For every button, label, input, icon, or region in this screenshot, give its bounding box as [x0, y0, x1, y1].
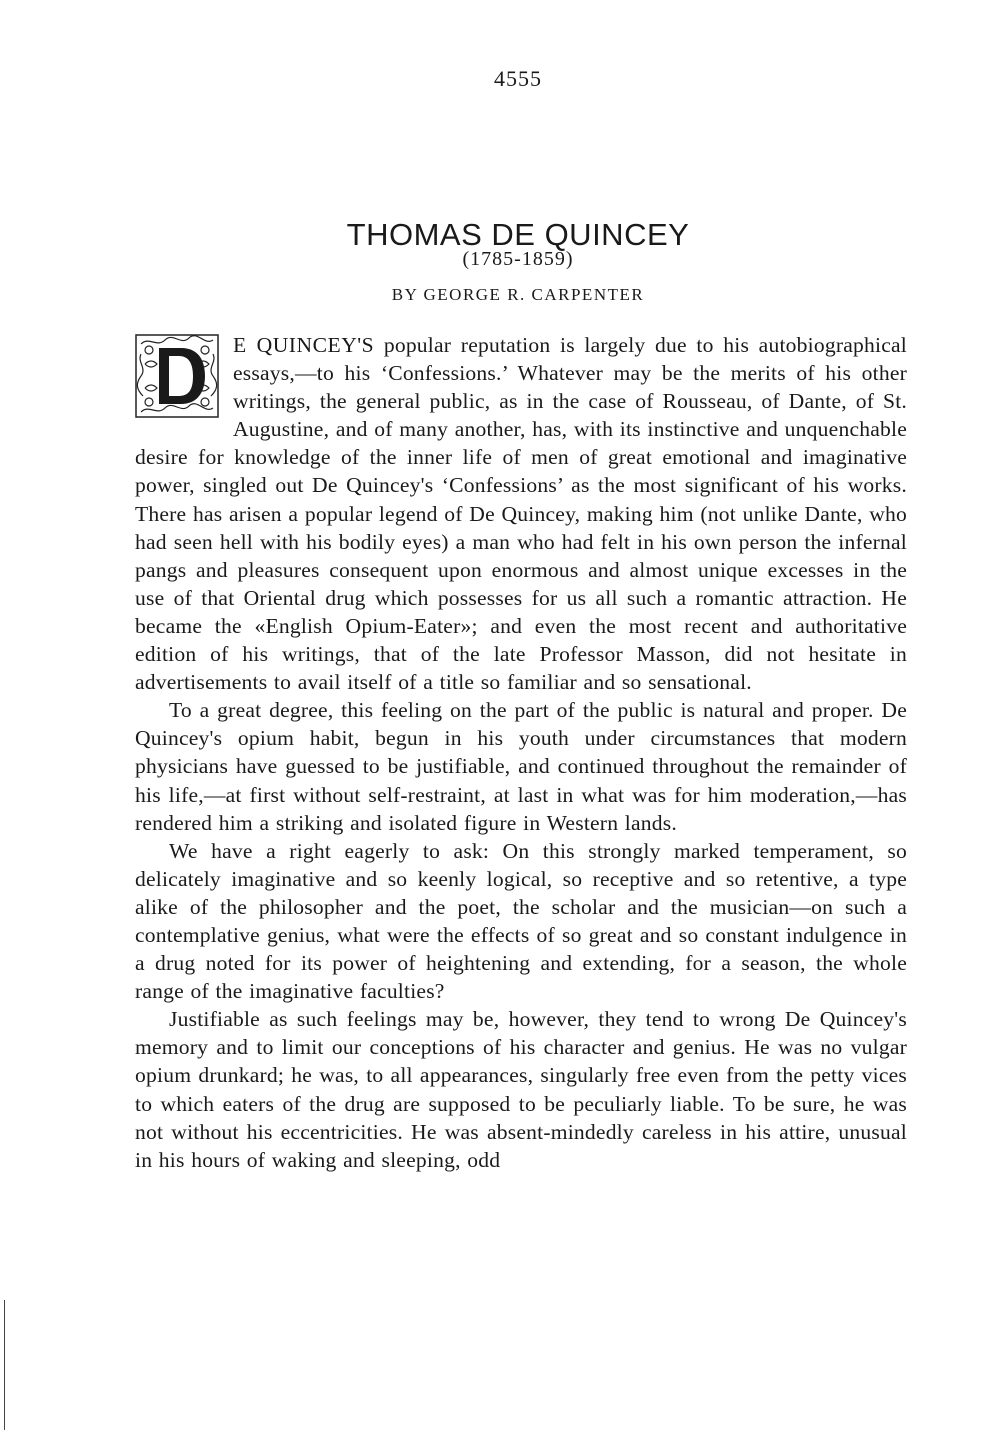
life-dates: (1785-1859): [462, 248, 574, 270]
article-body: [135, 331, 907, 1174]
paragraph-2: To a great degree, this feeling on the part of the public is natural and proper. De Quincey's opium habit, begun in his youth under circumstances that modern physicians have guessed to be justifiable, and continued throughout the remainder of his life,—at first without self-restraint, at last in what was for him moderation,—has rendered him a striking and isolated figure in Western lands.: [135, 698, 907, 835]
page-number: 4555: [494, 66, 542, 91]
paragraph-4: Justifiable as such feelings may be, however, they tend to wrong De Quincey's memory and to limit our conceptions of his character and genius. He was no vulgar opium drunkard; he was, to all appearances, singularly free even from the petty vices to which eaters of the drug are supposed to be peculiarly liable. To be sure, he was not without his eccentricities. He was absent-mindedly careless in his attire, unusual in his hours of waking and sleeping, odd: [135, 1007, 907, 1172]
paragraph-1-text: popular reputation is largely due to his autobiographical essays,—to his ‘Confessions.’ Whatever may be the merits of his other writings, the general public, as in the case of Rousseau, of Dante, of St. Augustine, and of many another, has, with its instinctive and unquenchable desire for knowledge of the inner life of men of great emotional and imaginative power, singled out De Quincey's ‘Confessions’ as the most significant of his works. There has arisen a popular legend of De Quincey, making him (not unlike Dante, who had seen hell with his bodily eyes) a man who had felt in his own person the infernal pangs and pleasures consequent upon enormous and almost unique excesses in the use of that Oriental drug which possesses for us all such a romantic attraction. He became the «English Opium-Eater»; and even the most recent and authoritative edition of his writings, that of the late Professor Masson, did not hesitate in advertisements to avail itself of a title so familiar and so sensational.: [135, 333, 907, 695]
drop-cap-letter: [135, 334, 219, 418]
paragraph-1: [135, 331, 907, 696]
lead-in-word: E QUINCEY'S: [233, 333, 375, 357]
author-byline: BY GEORGE R. CARPENTER: [391, 285, 645, 304]
scan-margin-rule: [4, 1300, 5, 1430]
ornamental-drop-cap: [135, 334, 219, 418]
article-title: THOMAS DE QUINCEY: [346, 216, 690, 252]
paragraph-3: We have a right eagerly to ask: On this strongly marked temperament, so delicately imaginative and so keenly logical, so receptive and so retentive, a type alike of the philosopher and the poet, the scholar and the musician—on such a contemplative genius, what were the effects of so great and so constant indulgence in a drug noted for its power of heightening and extending, for a season, the whole range of the imaginative faculties?: [135, 838, 907, 1004]
